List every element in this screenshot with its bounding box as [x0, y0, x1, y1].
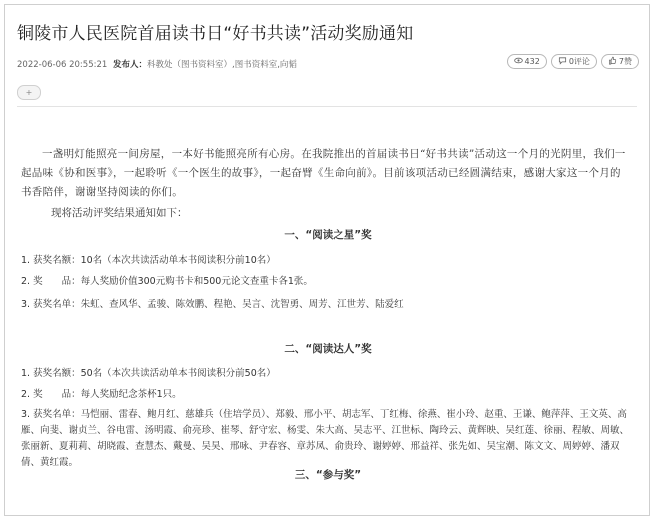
publisher-name: 科教处（图书资料室）,图书资料室,向韬 — [147, 60, 297, 70]
section-heading-participation: 三、“参与奖” — [294, 469, 362, 481]
comments-count: 0评论 — [568, 57, 590, 66]
add-button[interactable]: + — [17, 85, 41, 100]
publisher-label: 发布人： — [112, 60, 147, 70]
article-stats — [507, 54, 639, 69]
likes-chip[interactable] — [601, 54, 639, 69]
article-title: 铜陵市人民医院首届读书日“好书共读”活动奖励通知 — [17, 24, 414, 44]
reading-expert-winners: 3. 获奖名单：马恺丽、雷春、鲍月红、慈雄兵（住培学员）、郑毅、邢小平、胡志军、丁红梅、徐燕、崔小玲、赵重、王谦、鲍萍萍、王文英、高雁、向斐、谢贞兰、谷电雷、汤明霞、俞亮珍、崔琴、舒守宏、杨雯、朱大高、吴志平、江世标、陶玲云、黄辉映、吴红莲、徐丽、程敏、周敏、张丽新、夏莉莉、胡晓霞、查慧杰、戴曼、吴昊、邢咏、尹春容、章苏凤、俞贵玲、谢婷婷、邢益祥、张先如、吴宝潮、陈文文、周婷婷、潘双倩、黄红霞。 — [21, 409, 630, 468]
intro-paragraph: 一盏明灯能照亮一间房屋，一本好书能照亮所有心房。在我院推出的首届读书日“好书共读”活动这一个月的光阴里，我们一起品味《协和医事》，一起聆听《一个医生的故事》，一起奋臂《生命向前》。目前该项活动已经圆满结束，感谢大家这一个月的书香陪伴，谢谢坚持阅读的你们。 — [21, 148, 626, 198]
comment-icon — [558, 56, 567, 67]
reading-expert-quota: 1. 获奖名额：50名（本次共读活动单本书阅读积分前50名） — [21, 368, 276, 379]
likes-count: 7赞 — [618, 57, 632, 66]
thumbs-up-icon — [608, 56, 617, 67]
notify-paragraph: 现将活动评奖结果通知如下： — [51, 207, 188, 219]
reading-star-quota: 1. 获奖名额：10名（本次共读活动单本书阅读积分前10名） — [21, 255, 276, 266]
section-heading-reading-star: 一、“阅读之星”奖 — [284, 229, 372, 241]
reading-expert-prize: 2. 奖 品：每人奖励纪念茶杯1只。 — [21, 389, 182, 400]
views-count: 432 — [524, 57, 540, 66]
article-meta — [17, 58, 297, 70]
header-divider — [17, 106, 637, 107]
comments-chip[interactable] — [551, 54, 597, 69]
article-frame — [4, 4, 650, 516]
reading-star-prize: 2. 奖 品：每人奖励价值300元购书卡和500元论文查重卡各1张。 — [21, 276, 313, 287]
reading-star-winners: 3. 获奖名单：朱虹、查风华、孟骏、陈效鹏、程艳、吴言、沈智勇、周芳、江世芳、陆爱红 — [21, 299, 404, 310]
views-chip[interactable] — [507, 54, 547, 69]
publish-datetime: 2022-06-06 20:55:21 — [17, 60, 108, 70]
section-heading-reading-expert: 二、“阅读达人”奖 — [284, 343, 372, 355]
eye-icon — [514, 56, 523, 67]
